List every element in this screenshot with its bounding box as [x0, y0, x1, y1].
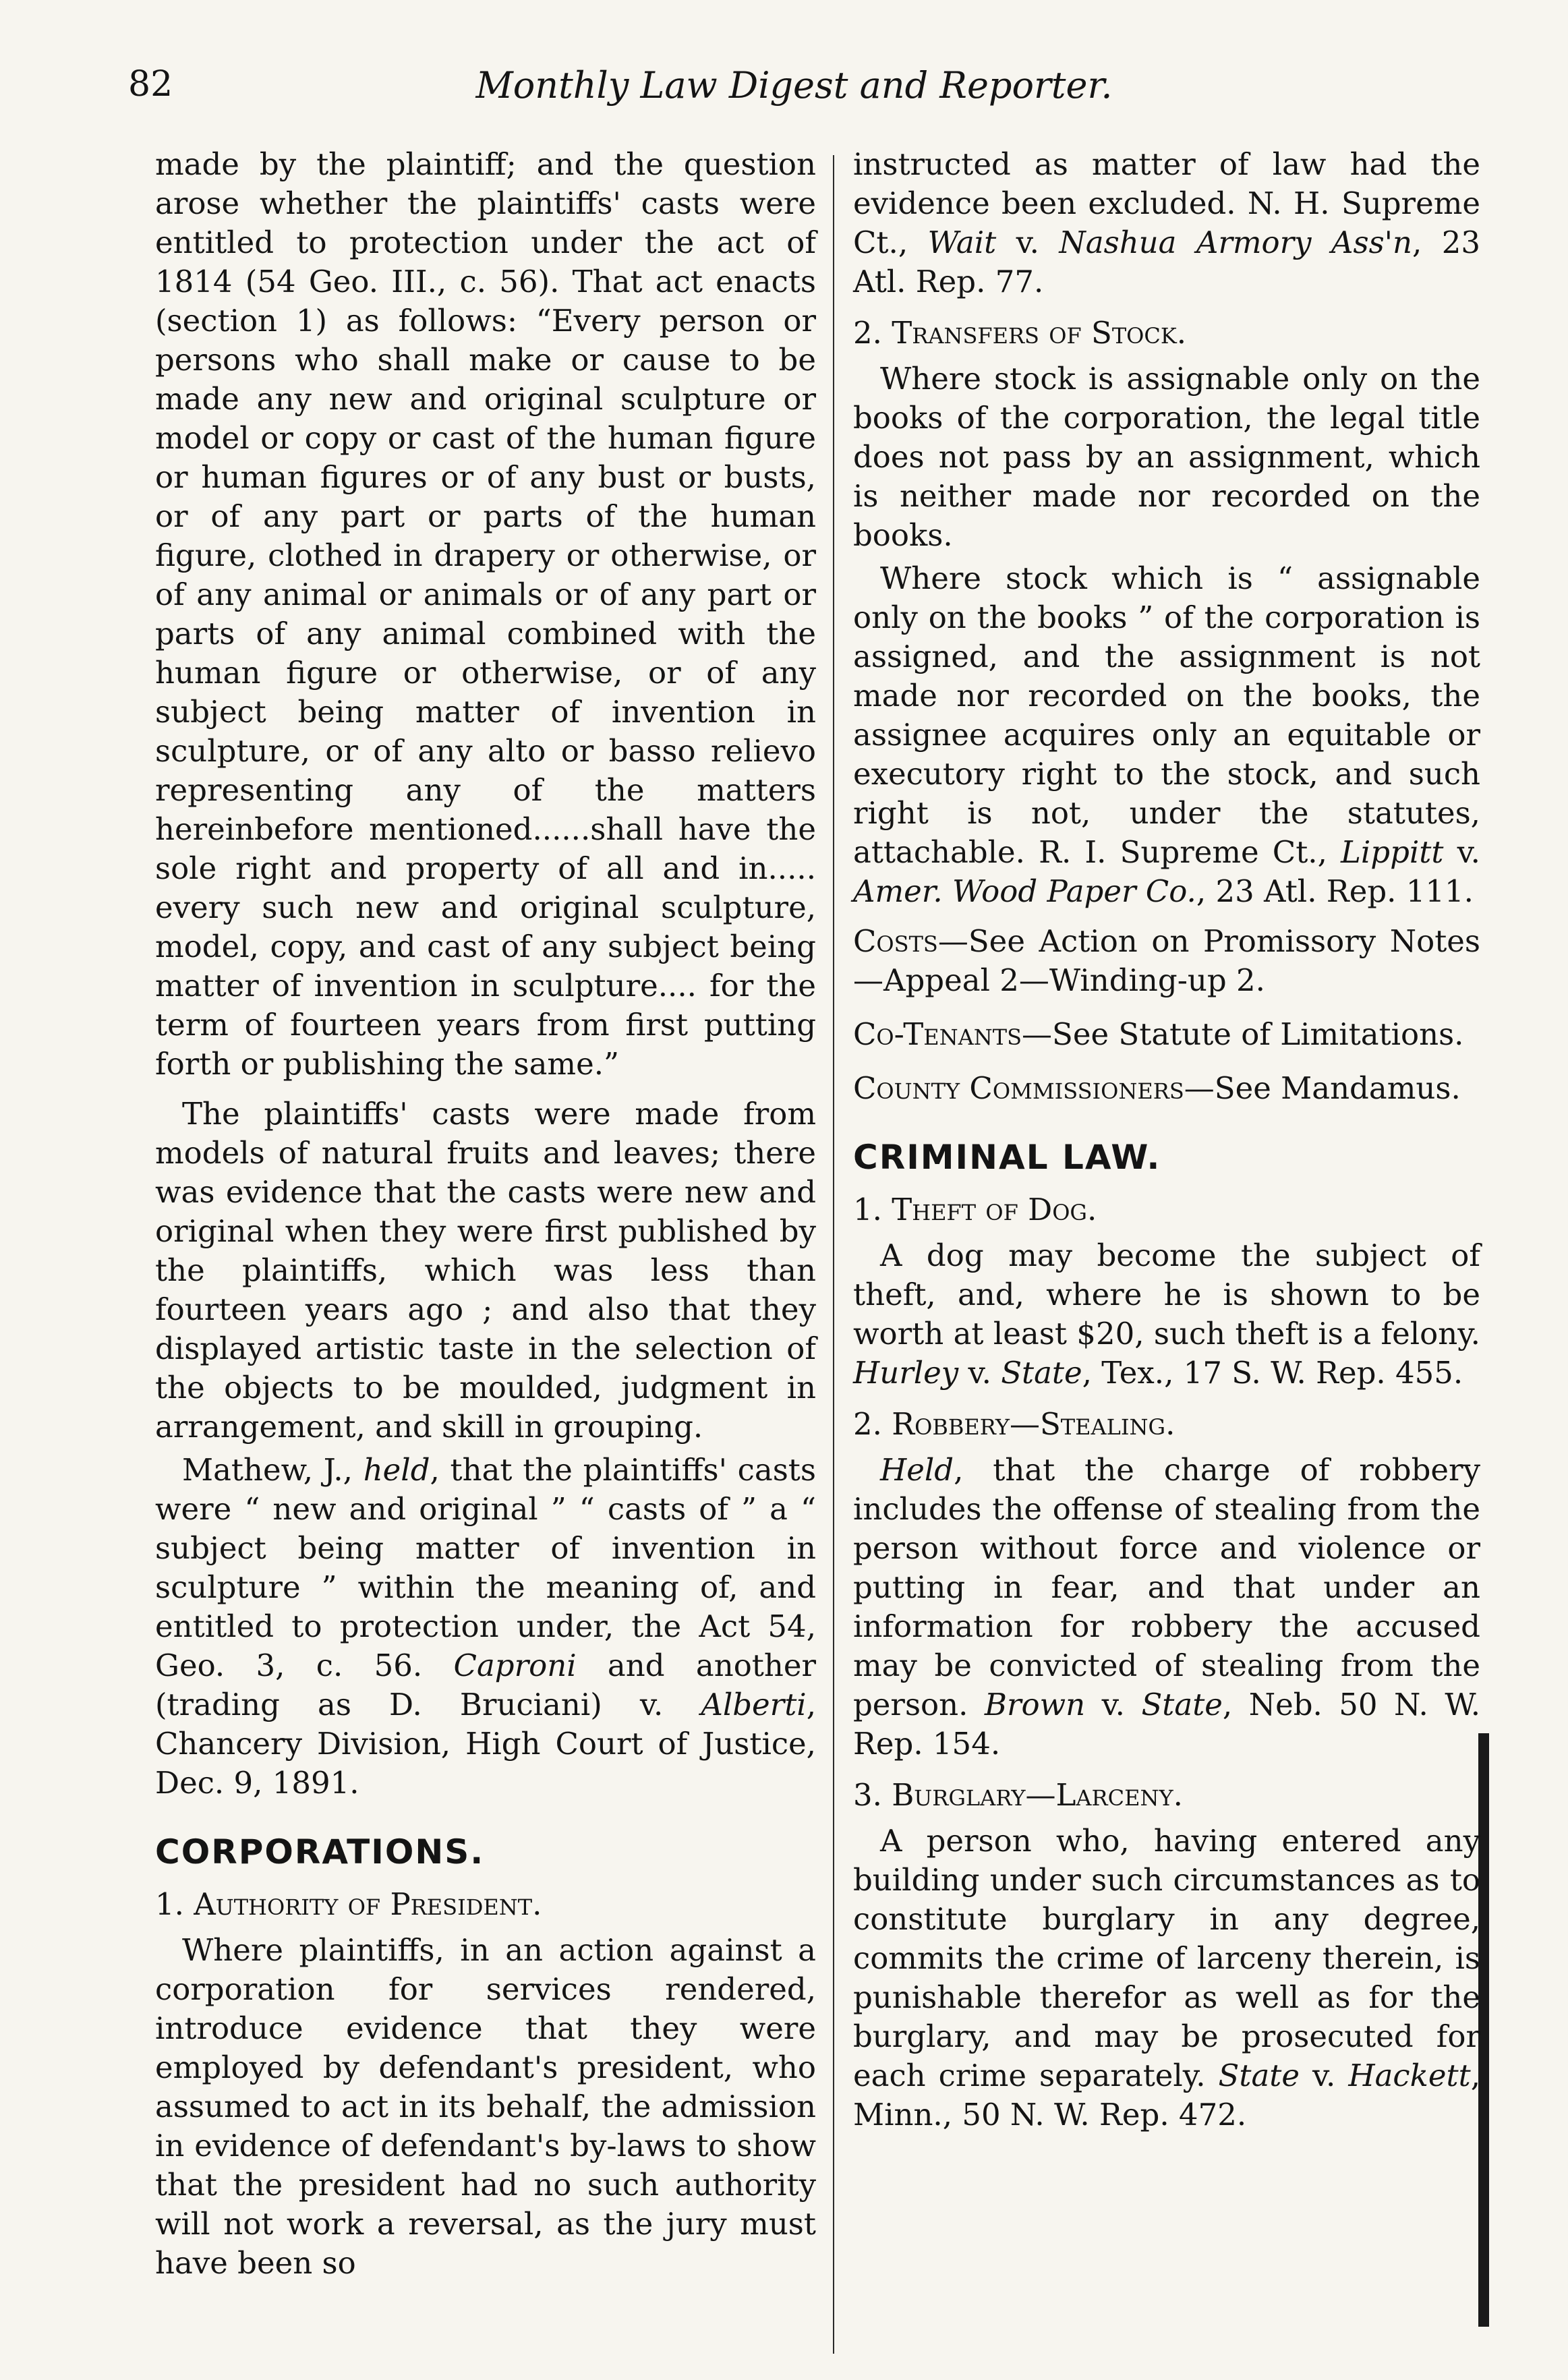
cross-reference-co-tenants: Co-Tenants—See Statute of Limitations. — [853, 1016, 1464, 1052]
section-heading-criminal-law: CRIMINAL LAW. — [853, 1138, 1161, 1177]
cross-reference-costs: Costs—See Action on Promissory Notes—Appeal 2—Winding-up 2. — [853, 923, 1480, 998]
right-column — [853, 145, 1480, 2145]
paragraph: The plaintiffs' casts were made from models of natural fruits and leaves; there was evidence that the casts were new and original when they were first published by the plaintiffs, which was less than fourteen years ago ; and also that they displayed artistic taste in the selection of the objects to be moulded, judgment in arrangement, and skill in grouping. — [155, 1096, 816, 1445]
cross-reference-county-commissioners: County Commissioners—See Mandamus. — [853, 1070, 1461, 1106]
paragraph: Held, that the charge of robbery includes the offense of stealing from the person without force and violence or putting in fear, and that under an information for robbery the accused may be convicted of stealing from the person. Brown v. State, Neb. 50 N. W. Rep. 154. — [853, 1452, 1481, 1762]
page-header — [128, 64, 1460, 128]
paragraph: Where stock is assignable only on the books of the corporation, the legal title does not pass by an assignment, which is neither made nor recorded on the books. — [853, 361, 1480, 553]
subheading: 1. Theft of Dog. — [853, 1192, 1097, 1227]
case-party: State — [1001, 1355, 1082, 1391]
case-party: Hackett — [1348, 2058, 1471, 2093]
left-column — [155, 145, 816, 2294]
column-divider — [833, 155, 834, 2354]
page-number: 82 — [128, 64, 173, 105]
paragraph: A person who, having entered any building under such circumstances as to constitute burglary in any degree, commits the crime of larceny therein, is punishable therefor as well as for the burglary, and may be prosecuted for each crime separately. State v. Hackett, Minn., 50 N. W. Rep. 472. — [853, 1823, 1480, 2132]
case-party: Brown — [984, 1687, 1086, 1722]
subheading: 2. Robbery—Stealing. — [853, 1406, 1175, 1442]
case-party: Caproni — [453, 1648, 577, 1683]
case-party: Lippitt — [1341, 834, 1444, 870]
paragraph: made by the plaintiff; and the question arose whether the plaintiffs' casts were entitled to protection under the act of 1814 (54 Geo. III., c. 56). That act enacts (section 1) as follows: “Every person or persons who shall make or cause to be made any new and original sculpture or model or copy or cast of the human figure or human figures or of any bust or busts, or of any part or parts of the human figure, clothed in drapery or otherwise, or of any animal or animals or of any part or parts of any animal combined with the human figure or otherwise, or of any subject being matter of invention in sculpture, or of any alto or basso relievo representing any of the matters hereinbefore mentioned......shall have the sole right and property of all and in..... every such new and original sculpture, model, copy, and cast of any subject being matter of invention in sculpture.... for the term of fourteen years from first putting forth or publishing the same.” — [155, 146, 816, 1082]
paragraph: Mathew, J., held, that the plaintiffs' casts were “ new and original ” “ casts of ” a “ subject being matter of invention in sculpture ” within the meaning of, and entitled to protection under, the Act 54, Geo. 3, c. 56. Caproni and another (trading as D. Bruciani) v. Alberti, Chancery Division, High Court of Justice, Dec. 9, 1891. — [155, 1452, 816, 1801]
paragraph: A dog may become the subject of theft, and, where he is shown to be worth at least $20, such theft is a felony. Hurley v. State, Tex., 17 S. W. Rep. 455. — [853, 1238, 1480, 1391]
subheading: 3. Burglary—Larceny. — [853, 1777, 1183, 1813]
subheading: 1. Authority of President. — [155, 1886, 542, 1922]
subheading: 2. Transfers of Stock. — [853, 315, 1187, 351]
case-party: Hurley — [853, 1355, 959, 1391]
case-party: State — [1141, 1687, 1223, 1722]
paragraph: Where stock which is “ assignable only on the books ” of the corporation is assigned, and the assignment is not made nor recorded on the books, the assignee acquires only an equitable or executory right to the stock, and such right is not, under the statutes, attachable. R. I. Supreme Ct., Lippitt v. Amer. Wood Paper Co., 23 Atl. Rep. 111. — [853, 560, 1480, 909]
case-party: State — [1218, 2058, 1300, 2093]
case-party: Alberti — [701, 1687, 807, 1722]
paragraph: instructed as matter of law had the evidence been excluded. N. H. Supreme Ct., Wait v. Nashua Armory Ass'n, 23 Atl. Rep. 77. — [853, 146, 1480, 299]
section-heading-corporations: CORPORATIONS. — [155, 1832, 485, 1871]
paragraph: Where plaintiffs, in an action against a corporation for services rendered, introduce evidence that they were employed by defendant's president, who assumed to act in its behalf, the admission in evidence of defendant's by-laws to show that the president had no such authority will not work a reversal, as the jury must have been so — [155, 1932, 816, 2281]
case-party: Amer. Wood Paper Co. — [853, 873, 1196, 909]
case-party: Nashua Armory Ass'n — [1059, 225, 1413, 260]
running-title: Monthly Law Digest and Reporter. — [475, 64, 1113, 107]
case-party: Wait — [927, 225, 997, 260]
